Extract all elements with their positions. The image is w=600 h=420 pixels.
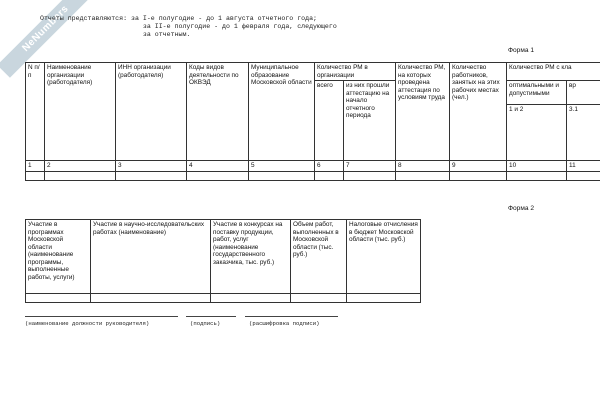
empty-cell (291, 294, 347, 303)
empty-cell (91, 294, 211, 303)
header-class: Количество РМ с кла (507, 63, 600, 81)
header-org: Наименование организации (работодателя) (45, 63, 116, 161)
signature-line-sign (186, 316, 236, 317)
col-number: 11 (567, 161, 600, 172)
header-num: N п/п (26, 63, 45, 161)
empty-cell (450, 171, 507, 180)
empty-cell (187, 171, 249, 180)
empty-cell (315, 171, 344, 180)
header-total: всего (315, 81, 344, 161)
forma-1-label: Форма 1 (508, 47, 535, 54)
empty-cell (567, 171, 600, 180)
watermark-ribbon: NeNumbers (0, 0, 95, 78)
empty-cell (249, 171, 315, 180)
col-number: 1 (26, 161, 45, 172)
col-number: 10 (507, 161, 567, 172)
intro-line-3: за отчетным. (142, 31, 191, 38)
header-rm-count: Количество РМ в организации (315, 63, 396, 81)
col-number: 4 (187, 161, 249, 172)
col-number: 3 (116, 161, 187, 172)
header-class-1-2: 1 и 2 (507, 105, 567, 161)
header-programs: Участие в программах Московской области (наименование программы, выполненные работы, услуги) (26, 220, 91, 294)
signature-sign-label: (подпись) (190, 320, 221, 327)
header-tax: Налоговые отчисления в бюджет Московской области (тыс. руб.) (347, 220, 421, 294)
table-row (26, 294, 421, 303)
empty-cell (507, 171, 567, 180)
header-harmful: вр (567, 81, 600, 105)
intro-line-1: Отчеты представляются: за I-е полугодие - до 1 августа отчетного года; (40, 15, 317, 22)
empty-cell (45, 171, 116, 180)
empty-cell (347, 294, 421, 303)
forma-2-label: Форма 2 (508, 205, 535, 212)
header-contests: Участие в конкурсах на поставку продукции, работ, услуг (наименование государственного заказчика, тыс. руб.) (211, 220, 291, 294)
table-row (26, 171, 600, 180)
col-number: 7 (344, 161, 396, 172)
col-number: 2 (45, 161, 116, 172)
header-science: Участие в научно-исследовательских работах (наименование) (91, 220, 211, 294)
header-inn: ИНН организации (работодателя) (116, 63, 187, 161)
intro-text (40, 15, 337, 39)
header-okved: Коды видов деятельности по ОКВЭД (187, 63, 249, 161)
header-optimal: оптимальными и допустимыми (507, 81, 567, 105)
header-class-3-1: 3.1 (567, 105, 600, 161)
intro-line-2: за II-е полугодие - до 1 февраля года, следующего (142, 23, 337, 30)
header-municipality: Муниципальное образование Московской области (249, 63, 315, 161)
form-1-table (25, 62, 600, 181)
col-number: 5 (249, 161, 315, 172)
col-number: 9 (450, 161, 507, 172)
header-workers: Количество работников, занятых на этих рабочих местах (чел.) (450, 63, 507, 161)
col-number: 8 (396, 161, 450, 172)
signature-line-position (25, 316, 178, 317)
header-volume: Объем работ, выполненных в Московской области (тыс. руб.) (291, 220, 347, 294)
empty-cell (344, 171, 396, 180)
signature-line-decode (245, 316, 338, 317)
signature-decode-label: (расшифровка подписи) (249, 320, 320, 327)
empty-cell (116, 171, 187, 180)
signature-position-label: (наименование должности руководителя) (25, 320, 150, 327)
header-not-attested: из них прошли аттестацию на начало отчетного периода (344, 81, 396, 161)
empty-cell (396, 171, 450, 180)
empty-cell (26, 294, 91, 303)
form-2-table (25, 219, 421, 303)
empty-cell (26, 171, 45, 180)
header-attested: Количество РМ, на которых проведена аттестация по условиям труда (396, 63, 450, 161)
col-number: 6 (315, 161, 344, 172)
empty-cell (211, 294, 291, 303)
